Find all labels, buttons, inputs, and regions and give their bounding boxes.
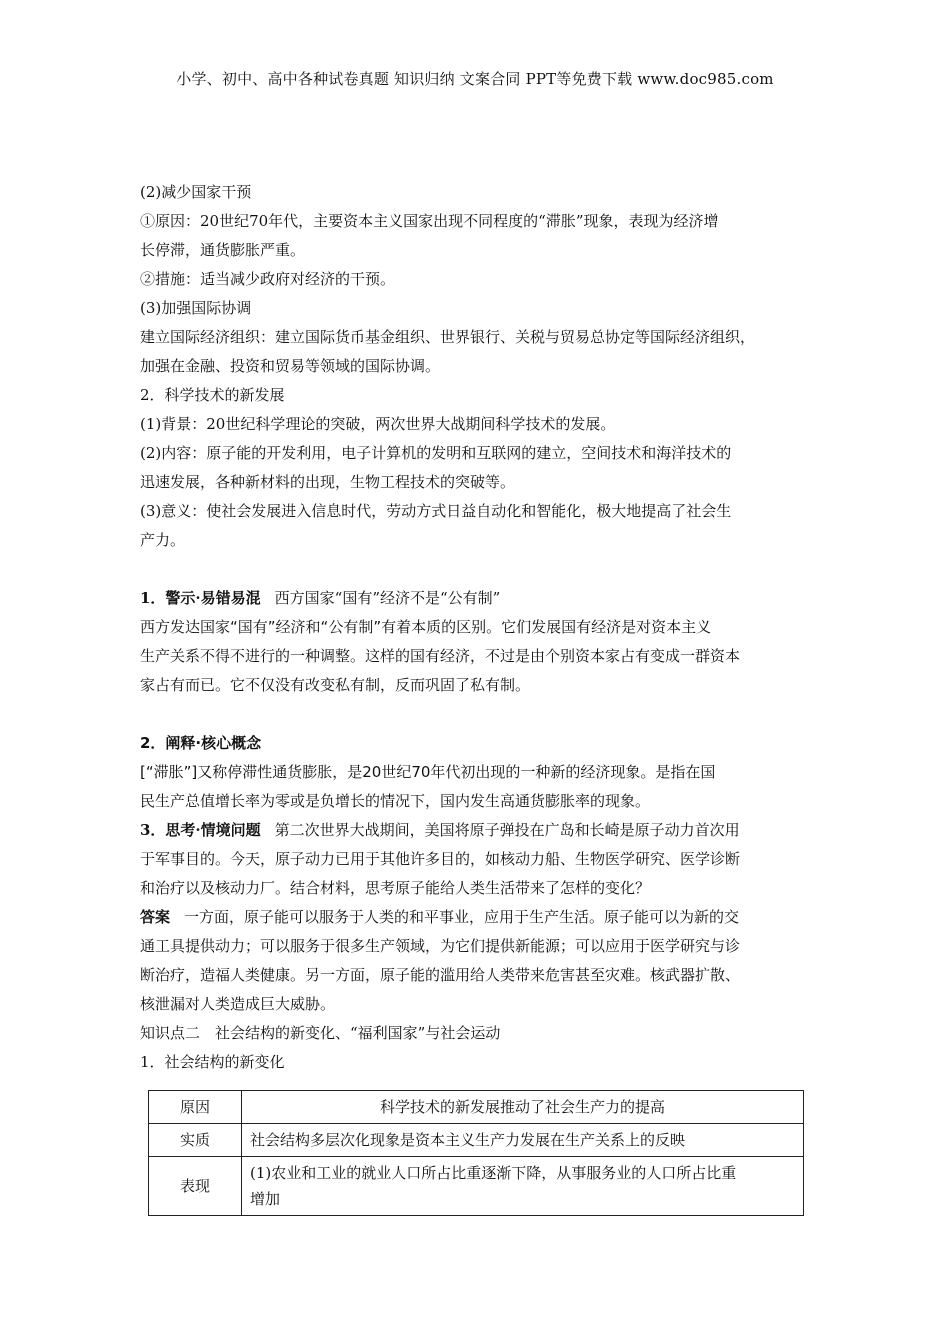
knowledge-point-heading: 知识点二 社会结构的新变化、“福利国家”与社会运动 <box>140 1024 501 1042</box>
table-value-line: (1)农业和工业的就业人口所占比重逐渐下降，从事服务业的人口所占比重 <box>250 1164 737 1182</box>
table-key-cell: 实质 <box>149 1124 242 1157</box>
subsection-heading: (3)加强国际协调 <box>140 299 252 317</box>
table-value-cell <box>242 1157 804 1216</box>
answer-line <box>140 903 820 932</box>
warning-heading <box>140 584 820 613</box>
paragraph-line: 长停滞，通货膨胀严重。 <box>140 241 306 259</box>
question-tag: 3．思考·情境问题 <box>140 821 261 839</box>
warning-title: 西方国家“国有”经济不是“公有制” <box>274 589 501 607</box>
question-text: 第二次世界大战期间，美国将原子弹投在广岛和长崎是原子动力首次用 <box>274 821 740 839</box>
section-heading: 2．科学技术的新发展 <box>140 386 285 404</box>
table-key-cell: 表现 <box>149 1157 242 1216</box>
answer-text: 一方面，原子能可以服务于人类的和平事业，应用于生产生活。原子能可以为新的交 <box>184 908 740 926</box>
paragraph-line: (3)意义：使社会发展进入信息时代，劳动方式日益自动化和智能化，极大地提高了社会生 <box>140 502 732 520</box>
page-header: 小学、初中、高中各种试卷真题 知识归纳 文案合同 PPT等免费下载 www.doc985.com <box>176 70 774 88</box>
paragraph-line: 于军事目的。今天，原子动力已用于其他许多目的，如核动力船、生物医学研究、医学诊断 <box>140 850 741 868</box>
concept-heading: 2．阐释·核心概念 <box>140 734 262 752</box>
table-value-cell: 社会结构多层次化现象是资本主义生产力发展在生产关系上的反映 <box>242 1124 804 1157</box>
document-body <box>140 178 820 1077</box>
paragraph-line: ①原因：20世纪70年代，主要资本主义国家出现不同程度的“滞胀”现象，表现为经济增 <box>140 212 719 230</box>
paragraph-line: 加强在金融、投资和贸易等领域的国际协调。 <box>140 357 441 375</box>
paragraph-line: (2)内容：原子能的开发利用，电子计算机的发明和互联网的建立，空间技术和海洋技术的 <box>140 444 732 462</box>
social-structure-table <box>148 1090 804 1216</box>
section-heading: 1．社会结构的新变化 <box>140 1053 285 1071</box>
paragraph-line: 产力。 <box>140 531 186 549</box>
table-row <box>149 1124 804 1157</box>
table-value-line: 增加 <box>250 1190 281 1208</box>
paragraph-line: 建立国际经济组织：建立国际货币基金组织、世界银行、关税与贸易总协定等国际经济组织， <box>140 328 756 346</box>
table-row <box>149 1091 804 1124</box>
warning-tag: 1．警示·易错易混 <box>140 589 261 607</box>
table-value-cell: 科学技术的新发展推动了社会生产力的提高 <box>242 1091 804 1124</box>
question-heading <box>140 816 820 845</box>
paragraph-line: ②措施：适当减少政府对经济的干预。 <box>140 270 396 288</box>
answer-tag: 答案 <box>140 908 171 926</box>
subsection-heading: (2)减少国家干预 <box>140 183 252 201</box>
paragraph-line: 西方发达国家“国有”经济和“公有制”有着本质的区别。它们发展国有经济是对资本主义 <box>140 618 712 636</box>
paragraph-line: 迅速发展，各种新材料的出现，生物工程技术的突破等。 <box>140 473 516 491</box>
paragraph-line: 核泄漏对人类造成巨大威胁。 <box>140 995 336 1013</box>
table-row <box>149 1157 804 1216</box>
paragraph-line: 断治疗，造福人类健康。另一方面，原子能的滥用给人类带来危害甚至灾难。核武器扩散、 <box>140 966 741 984</box>
paragraph-line: 民生产总值增长率为零或是负增长的情况下，国内发生高通货膨胀率的现象。 <box>140 792 651 810</box>
table-key-cell: 原因 <box>149 1091 242 1124</box>
paragraph-line: 生产关系不得不进行的一种调整。这样的国有经济，不过是由个别资本家占有变成一群资本 <box>140 647 741 665</box>
paragraph-line: 家占有而已。它不仅没有改变私有制，反而巩固了私有制。 <box>140 676 531 694</box>
paragraph-line: 和治疗以及核动力厂。结合材料，思考原子能给人类生活带来了怎样的变化？ <box>140 879 651 897</box>
paragraph-line: (1)背景：20世纪科学理论的突破，两次世界大战期间科学技术的发展。 <box>140 415 616 433</box>
paragraph-line: 通工具提供动力；可以服务于很多生产领域，为它们提供新能源；可以应用于医学研究与诊 <box>140 937 741 955</box>
paragraph-line: [“滞胀”]又称停滞性通货膨胀，是20世纪70年代初出现的一种新的经济现象。是指在国 <box>140 763 716 781</box>
